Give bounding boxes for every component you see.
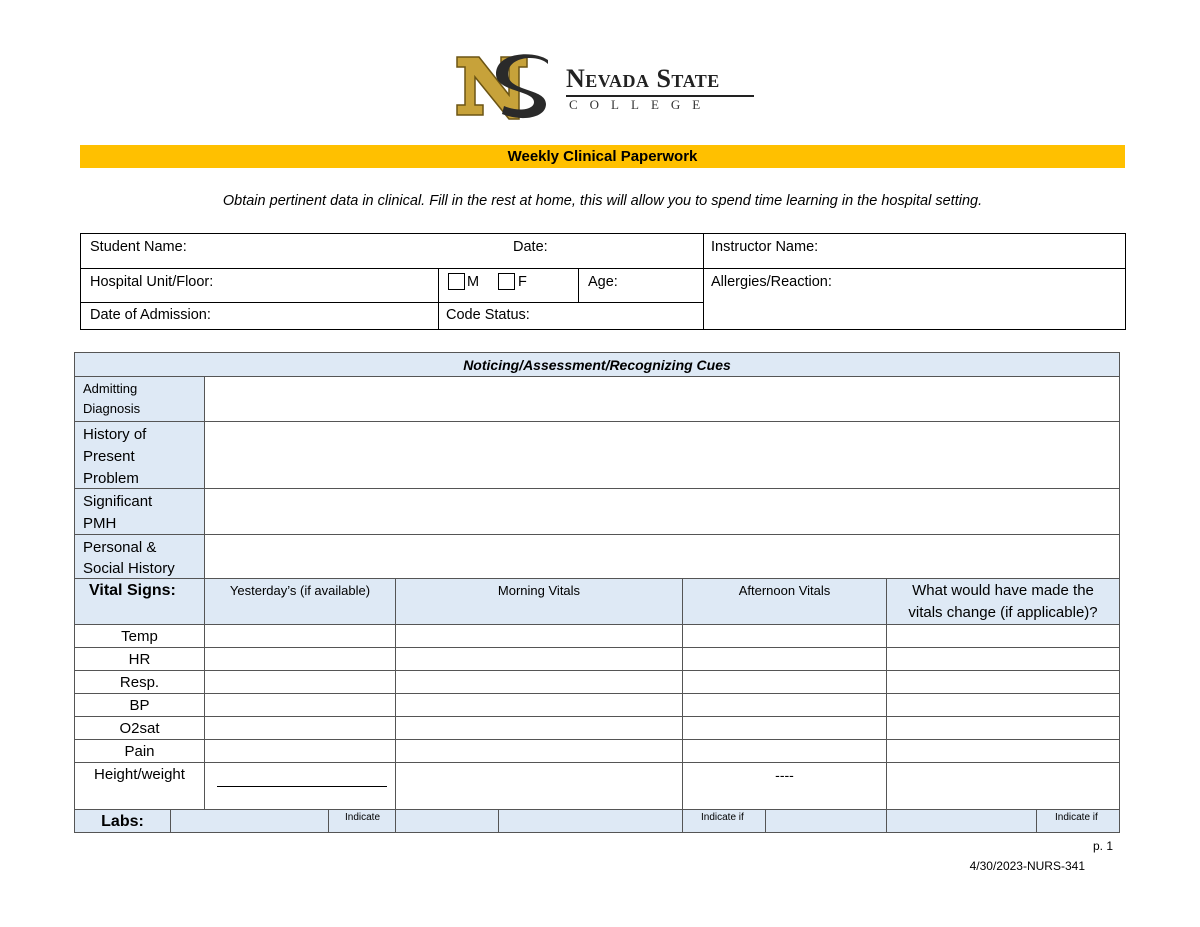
afternoon-placeholder: ----: [682, 762, 887, 810]
row-label-line: History of: [83, 426, 147, 443]
allergies-label: Allergies/Reaction:: [711, 274, 832, 290]
admitting-diagnosis-label: [74, 376, 205, 422]
vital-row-label: O2sat: [74, 716, 205, 740]
row-label-line: Admitting: [83, 381, 138, 396]
page-number: p. 1: [1092, 839, 1113, 853]
col-yesterday: Yesterday’s (if available): [204, 578, 396, 625]
history-present-problem-input[interactable]: [204, 421, 1120, 489]
vital-row-label: HR: [74, 647, 205, 671]
admitting-diagnosis-input[interactable]: [204, 376, 1120, 422]
labs-label: Labs:: [74, 809, 171, 833]
vital-input[interactable]: [682, 624, 887, 648]
vital-input[interactable]: [204, 624, 396, 648]
history-present-problem-label: [74, 421, 205, 489]
vital-input[interactable]: [395, 647, 683, 671]
vital-input[interactable]: [886, 716, 1120, 740]
vital-signs-label: Vital Signs:: [74, 578, 205, 625]
lab-input[interactable]: [395, 809, 499, 833]
logo-title: Nevada State: [566, 64, 720, 93]
assessment-header: Noticing/Assessment/Recognizing Cues: [74, 352, 1120, 377]
row-label-line: Present: [83, 448, 135, 465]
vital-input[interactable]: [682, 716, 887, 740]
vital-input[interactable]: [395, 693, 683, 717]
row-label-line: Diagnosis: [83, 401, 141, 416]
vital-row-label: Pain: [74, 739, 205, 763]
vital-input[interactable]: [395, 762, 683, 810]
vital-input[interactable]: [204, 693, 396, 717]
sex-m-label: M: [467, 274, 480, 290]
vital-input[interactable]: [395, 716, 683, 740]
title-bar: [80, 145, 1125, 168]
lab-indicate: Indicate if: [682, 809, 766, 833]
vital-input[interactable]: [682, 647, 887, 671]
date-label: Date:: [513, 239, 548, 255]
date-of-admission-label: Date of Admission:: [90, 307, 211, 323]
ns-monogram-icon: [452, 52, 562, 124]
instructions-text: Obtain pertinent data in clinical. Fill in the rest at home, this will allow you to spend time learning in the hospital setting.: [222, 193, 983, 209]
sex-f-label: F: [518, 274, 527, 290]
height-weight-underline: [217, 786, 387, 787]
lab-input[interactable]: [170, 809, 329, 833]
vital-input[interactable]: [886, 624, 1120, 648]
vital-row-label: BP: [74, 693, 205, 717]
significant-pmh-input[interactable]: [204, 488, 1120, 535]
row-label-line: Problem: [83, 470, 139, 487]
vital-input[interactable]: [886, 693, 1120, 717]
lab-input[interactable]: [498, 809, 683, 833]
vital-input[interactable]: [395, 670, 683, 694]
vital-input[interactable]: [886, 647, 1120, 671]
vital-row-label: Height/weight: [74, 762, 205, 810]
lab-indicate: Indicate if: [1036, 809, 1120, 833]
vital-input[interactable]: [204, 647, 396, 671]
significant-pmh-label: [74, 488, 205, 535]
vital-input[interactable]: [886, 762, 1120, 810]
col-change-line: vitals change (if applicable)?: [908, 604, 1098, 621]
vital-input[interactable]: [395, 624, 683, 648]
lab-input[interactable]: [886, 809, 1037, 833]
vital-input[interactable]: [395, 739, 683, 763]
lab-input[interactable]: [765, 809, 887, 833]
vital-input[interactable]: [682, 670, 887, 694]
col-change-line: What would have made the: [912, 582, 1094, 599]
document-id: 4/30/2023-NURS-341: [969, 859, 1085, 873]
vital-input[interactable]: [886, 670, 1120, 694]
code-status-label: Code Status:: [446, 307, 530, 323]
vital-input[interactable]: [204, 670, 396, 694]
sex-m-checkbox[interactable]: [448, 273, 465, 290]
personal-social-history-input[interactable]: [204, 534, 1120, 579]
col-morning: Morning Vitals: [395, 578, 683, 625]
height-weight-input[interactable]: [204, 762, 396, 810]
instructor-name-label: Instructor Name:: [711, 239, 819, 255]
vital-input[interactable]: [886, 739, 1120, 763]
row-label-line: Social History: [83, 560, 175, 577]
vital-row-label: Temp: [74, 624, 205, 648]
age-label: Age:: [588, 274, 618, 290]
vital-input[interactable]: [682, 739, 887, 763]
personal-social-history-label: [74, 534, 205, 579]
student-name-label: Student Name:: [90, 239, 187, 255]
row-label-line: PMH: [83, 515, 117, 532]
page-title: Weekly Clinical Paperwork: [507, 148, 698, 165]
row-label-line: Significant: [83, 493, 153, 510]
col-change: [886, 578, 1120, 625]
row-label-line: Personal &: [83, 539, 157, 556]
sex-f-checkbox[interactable]: [498, 273, 515, 290]
logo-subtitle: COLLEGE: [569, 97, 713, 112]
vital-row-label: Resp.: [74, 670, 205, 694]
hospital-unit-label: Hospital Unit/Floor:: [90, 274, 214, 290]
vital-input[interactable]: [204, 716, 396, 740]
vital-input[interactable]: [682, 693, 887, 717]
lab-indicate: Indicate: [328, 809, 396, 833]
vital-input[interactable]: [204, 739, 396, 763]
col-afternoon: Afternoon Vitals: [682, 578, 887, 625]
